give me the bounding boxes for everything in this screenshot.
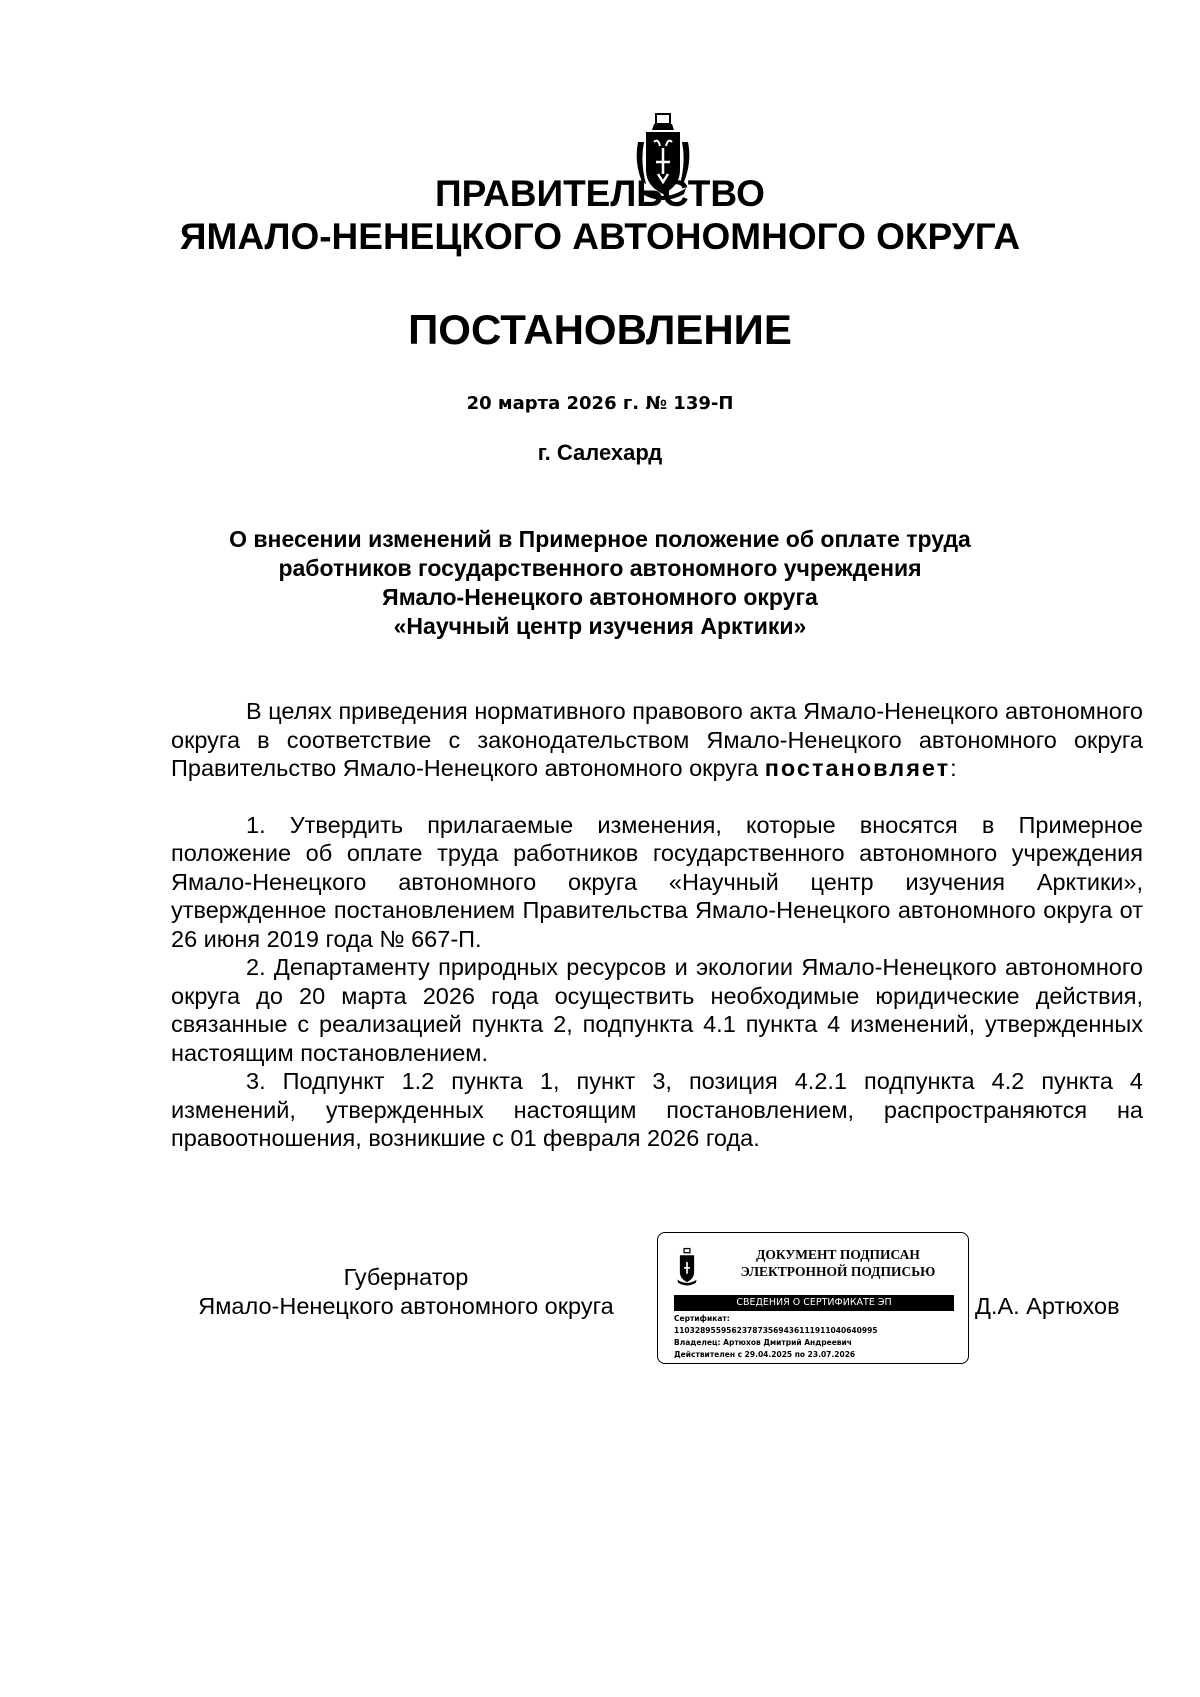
city: г. Салехард <box>537 440 663 465</box>
preamble-paragraph <box>171 697 1143 783</box>
subject-line-2: работников государственного автономного учреждения <box>278 555 922 581</box>
cert-owner: Владелец: Артюхов Дмитрий Андреевич <box>674 1338 852 1347</box>
subject-line-3: Ямало-Ненецкого автономного округа <box>382 584 818 610</box>
stamp-certificate-bar: СВЕДЕНИЯ О СЕРТИФИКАТЕ ЭП <box>674 1295 954 1311</box>
stamp-certificate-info <box>674 1313 964 1361</box>
decree-colon: : <box>950 755 957 781</box>
document-subject <box>0 525 1200 641</box>
item-3: 3. Подпункт 1.2 пункта 1, пункт 3, позиция 4.2.1 подпункта 4.2 пункта 4 изменений, утвержденных настоящим постановлением, распространяются на правоотношения, возникшие с 01 февраля 2026 года. <box>171 1068 1143 1151</box>
position-line-1: Губернатор <box>343 1264 469 1290</box>
cert-validity: Действителен с 29.04.2025 по 23.07.2026 <box>674 1350 856 1359</box>
stamp-coat-of-arms-icon <box>674 1247 700 1287</box>
org-line-1: ПРАВИТЕЛЬСТВО <box>435 173 765 214</box>
org-line-2: ЯМАЛО-НЕНЕЦКОГО АВТОНОМНОГО ОКРУГА <box>179 216 1021 257</box>
stamp-heading-line-1: ДОКУМЕНТ ПОДПИСАН <box>756 1247 920 1262</box>
subject-line-1: О внесении изменений в Примерное положение об оплате труда <box>229 526 971 552</box>
stamp-heading <box>718 1246 958 1280</box>
signatory-position <box>171 1263 641 1321</box>
signatory-name: Д.А. Артюхов <box>975 1293 1120 1319</box>
decree-word: постановляет <box>764 755 951 781</box>
item-2: 2. Департаменту природных ресурсов и экологии Ямало-Ненецкого автономного округа до 20 марта 2026 года осуществить необходимые юридические действия, связанные с реализацией пункта 2, подпункта 4.1 пункта 4 изменений, утвержденных настоящим постановлением. <box>171 954 1143 1066</box>
document-type: ПОСТАНОВЛЕНИЕ <box>408 306 792 353</box>
position-line-2: Ямало-Ненецкого автономного округа <box>198 1293 614 1319</box>
cert-label: Сертификат: <box>674 1314 730 1323</box>
preamble-text: В целях приведения нормативного правового акта Ямало-Ненецкого автономного округа в соответствие с законодательством Ямало-Ненецкого автономного округа Правительство Ямало-Ненецкого автономного округа <box>171 698 1143 781</box>
cert-number: 110328955956237873569436111911040640995 <box>674 1326 878 1335</box>
stamp-heading-line-2: ЭЛЕКТРОННОЙ ПОДПИСЬЮ <box>740 1264 936 1279</box>
government-title <box>0 172 1200 258</box>
subject-line-4: «Научный центр изучения Арктики» <box>393 613 807 639</box>
electronic-signature-stamp <box>657 1232 969 1364</box>
document-body <box>171 697 1143 1153</box>
item-1: 1. Утвердить прилагаемые изменения, которые вносятся в Примерное положение об оплате труда работников государственного автономного учреждения Ямало-Ненецкого автономного округа «Научный центр изучения Арктики», утвержденное постановлением Правительства Ямало-Ненецкого автономного округа от 26 июня 2019 года № 667-П. <box>171 811 1143 952</box>
date-and-number: 20 марта 2026 г. № 139-П <box>466 393 734 414</box>
